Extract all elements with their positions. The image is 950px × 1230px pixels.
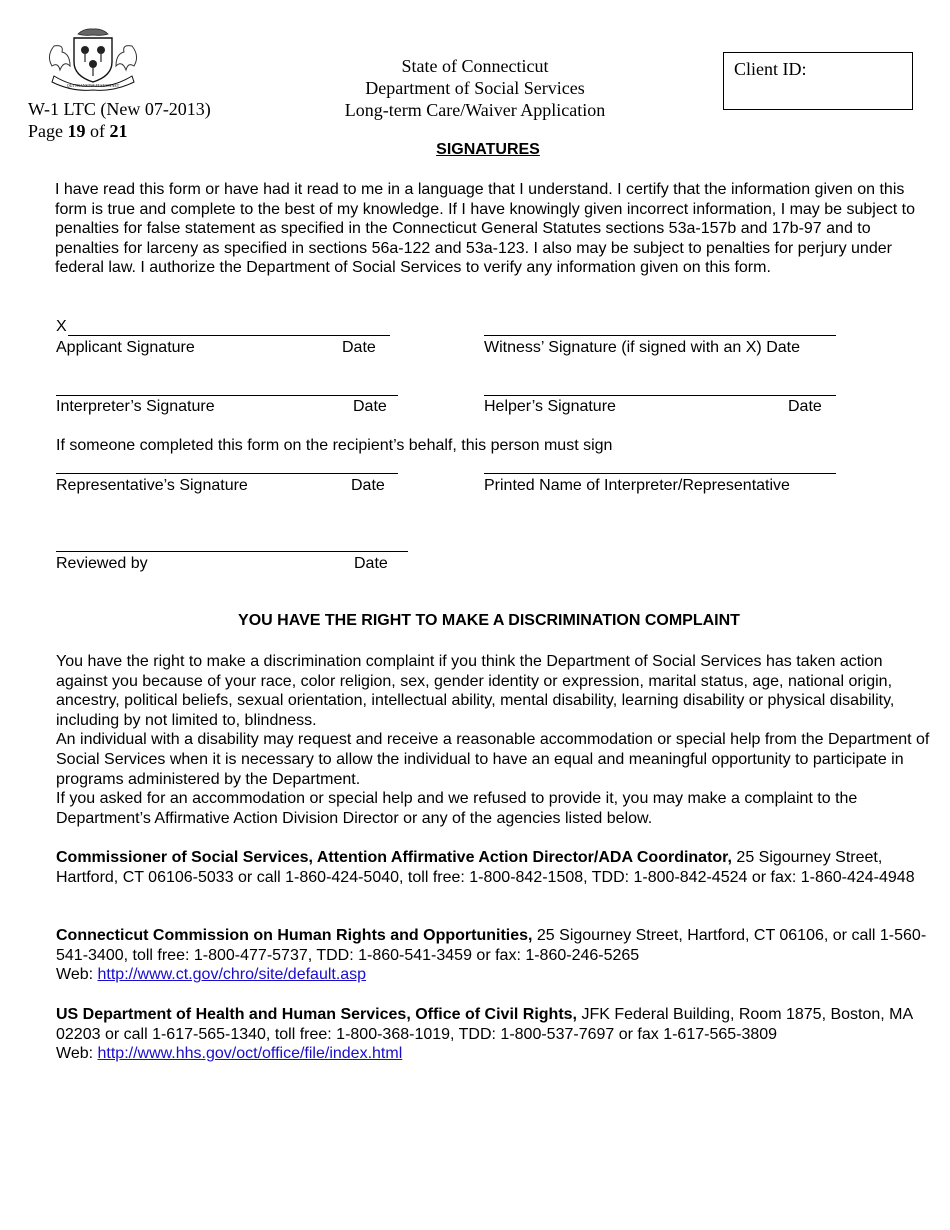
agency-line-department: Department of Social Services [365, 78, 585, 98]
applicant-signature-line[interactable] [68, 335, 390, 336]
rights-text [56, 652, 936, 828]
certification-text: I have read this form or have had it read to me in a language that I understand. I certify that the information given on this form is true and complete to the best of my knowledge. If I have knowingly given incorrect information, I may be subject to penalties for false statement as specified in the Connecticut General Statutes sections 53a-157b and 17b-97 and to penalties for larceny as specified in sections 56a-122 and 53a-123. I also may be subject to penalties for perjury under federal law. I authorize the Department of Social Services to verify any information given on this form. [55, 181, 915, 277]
applicant-date-label: Date [342, 339, 376, 356]
agency-name: Connecticut Commission on Human Rights and Opportunities, [56, 927, 533, 944]
helper-signature-line[interactable] [484, 395, 836, 396]
agency-line-state: State of Connecticut [401, 56, 549, 76]
interpreter-date-label: Date [353, 398, 387, 415]
form-id: W-1 LTC (New 07-2013) [28, 99, 211, 119]
reviewed-by-line[interactable] [56, 551, 408, 552]
state-seal-logo [44, 26, 142, 92]
agency-line-application: Long-term Care/Waiver Application [344, 100, 606, 120]
interpreter-signature-label: Interpreter’s Signature [56, 398, 215, 415]
agency-name: US Department of Health and Human Services, Office of Civil Rights, [56, 1006, 577, 1023]
chro-web-link[interactable]: http://www.ct.gov/chro/site/default.asp [97, 966, 367, 984]
page-number: Page 19 of 21 [28, 121, 128, 141]
agency-commissioner [56, 848, 936, 887]
web-label: Web: [56, 966, 98, 984]
printed-name-label: Printed Name of Interpreter/Representative [484, 477, 790, 494]
witness-signature-line[interactable] [484, 335, 836, 336]
agency-header [330, 55, 620, 121]
agency-details: 25 Sigourney Street, Hartford, CT 06106-5033 or call 1-860-424-5040, toll free: 1-800-842-1508, TDD: 1-800-842-4524 or fax: 1-860-424-4948 [56, 849, 915, 886]
helper-date-label: Date [788, 398, 822, 415]
agency-details: 25 Sigourney Street, Hartford, CT 06106, or call 1-560-541-3400, toll free: 1-800-477-5737, TDD: 1-860-541-3459 or fax: 1-860-246-5265 [56, 927, 927, 964]
printed-name-line[interactable] [484, 473, 836, 474]
witness-signature-label: Witness’ Signature (if signed with an X) Date [484, 339, 800, 356]
svg-text:QUI TRANSTULIT SUSTINET: QUI TRANSTULIT SUSTINET [66, 83, 120, 88]
agency-chro [56, 926, 936, 985]
reviewed-by-label: Reviewed by [56, 555, 148, 572]
interpreter-signature-line[interactable] [56, 395, 398, 396]
agency-hhs-ocr [56, 1005, 936, 1064]
discrimination-title: YOU HAVE THE RIGHT TO MAKE A DISCRIMINATION COMPLAINT [238, 612, 740, 629]
representative-signature-line[interactable] [56, 473, 398, 474]
rights-paragraph-3: If you asked for an accommodation or special help and we refused to provide it, you may make a complaint to the Department’s Affirmative Action Division Director or any of the agencies listed below. [56, 790, 858, 827]
representative-signature-label: Representative’s Signature [56, 477, 248, 494]
reviewed-date-label: Date [354, 555, 388, 572]
web-label: Web: [56, 1045, 98, 1063]
rights-paragraph-1: You have the right to make a discrimination complaint if you think the Department of Social Services has taken action against you because of your race, color religion, sex, gender identity or expression, marital status, age, national origin, ancestry, political beliefs, sexual orientation, intellectual ability, mental disability, learning disability or physical disability, including by not limited to, blindness. [56, 653, 895, 729]
rights-paragraph-2: An individual with a disability may request and receive a reasonable accommodation or special help from the Department of Social Services when it is necessary to allow the individual to have an equal and meaningful opportunity to participate in programs administered by the Department. [56, 731, 930, 788]
client-id-box[interactable] [723, 52, 913, 110]
x-mark: X [56, 318, 67, 335]
agency-name: Commissioner of Social Services, Attention Affirmative Action Director/ADA Coordinator, [56, 849, 732, 866]
helper-signature-label: Helper’s Signature [484, 398, 616, 415]
agency-details: JFK Federal Building, Room 1875, Boston, MA 02203 or call 1-617-565-1340, toll free: 1-800-368-1019, TDD: 1-800-537-7697 or fax 1-617-565-3809 [56, 1006, 913, 1043]
hhs-web-link[interactable]: http://www.hhs.gov/oct/office/file/index.html [97, 1045, 403, 1063]
representative-date-label: Date [351, 477, 385, 494]
applicant-signature-label: Applicant Signature [56, 339, 195, 356]
signatures-title: SIGNATURES [436, 141, 540, 158]
client-id-label: Client ID: [734, 59, 807, 79]
behalf-note: If someone completed this form on the recipient’s behalf, this person must sign [56, 437, 613, 454]
